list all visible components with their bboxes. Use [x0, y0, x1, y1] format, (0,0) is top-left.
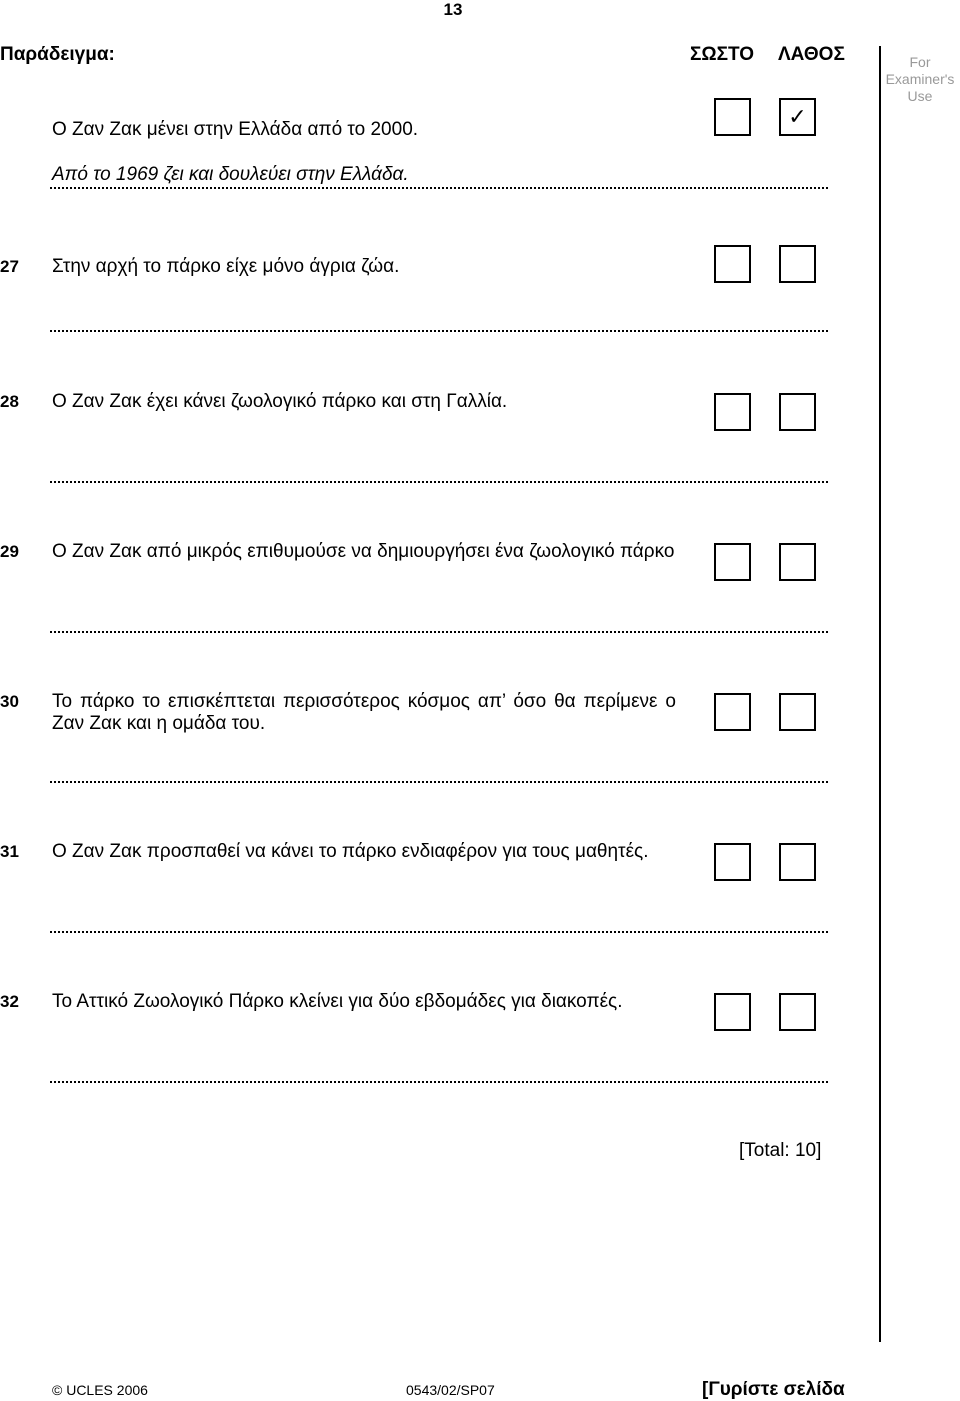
true-checkbox[interactable]	[714, 693, 751, 731]
question-text: Ο Ζαν Ζακ προσπαθεί να κάνει το πάρκο ενδιαφέρον για τους μαθητές.	[52, 841, 649, 862]
true-column-header: ΣΩΣΤΟ	[690, 44, 755, 65]
question-number: 30	[0, 692, 19, 711]
question-number: 31	[0, 842, 19, 861]
answer-line[interactable]	[50, 1081, 828, 1083]
true-checkbox[interactable]	[714, 543, 751, 581]
example-true-box	[714, 98, 751, 136]
examiner-margin-line	[879, 46, 881, 1342]
true-checkbox[interactable]	[714, 393, 751, 431]
false-checkbox[interactable]	[779, 543, 816, 581]
question-number: 29	[0, 542, 19, 561]
examiner-use-line1: For	[909, 54, 931, 70]
false-checkbox[interactable]	[779, 393, 816, 431]
question-number: 32	[0, 992, 19, 1011]
false-column-header: ΛΑΘΟΣ	[778, 44, 845, 65]
false-checkbox[interactable]	[779, 693, 816, 731]
examiner-use-line3: Use	[907, 88, 933, 104]
answer-line[interactable]	[50, 931, 828, 933]
true-checkbox[interactable]	[714, 245, 751, 283]
example-false-box	[779, 98, 816, 136]
example-statement: Ο Ζαν Ζακ μένει στην Ελλάδα από το 2000.	[52, 119, 419, 140]
answer-line[interactable]	[50, 631, 828, 633]
question-text: Στην αρχή το πάρκο είχε μόνο άγρια ζώα.	[52, 256, 400, 277]
examiner-use-line2: Examiner's	[885, 71, 955, 87]
check-icon: ✓	[788, 104, 807, 129]
answer-line[interactable]	[50, 330, 828, 332]
example-answer-line	[50, 187, 828, 189]
question-text: Το πάρκο το επισκέπτεται περισσότερος κόσμος απ’ όσο θα περίμενε ο Ζαν Ζακ και η ομάδα του.	[52, 691, 676, 734]
footer-turn-over: [Γυρίστε σελίδα	[702, 1379, 845, 1400]
page-number: 13	[443, 0, 463, 19]
question-number: 28	[0, 392, 19, 411]
examiner-use-label	[880, 54, 960, 105]
example-heading: Παράδειγμα:	[0, 44, 115, 65]
question-text: Το Αττικό Ζωολογικό Πάρκο κλείνει για δύο εβδομάδες για διακοπές.	[52, 991, 623, 1012]
answer-line[interactable]	[50, 481, 828, 483]
question-text: Ο Ζαν Ζακ από μικρός επιθυμούσε να δημιουργήσει ένα ζωολογικό πάρκο	[52, 541, 675, 562]
false-checkbox[interactable]	[779, 843, 816, 881]
total-marks: [Total: 10]	[739, 1140, 822, 1161]
false-checkbox[interactable]	[779, 245, 816, 283]
false-checkbox[interactable]	[779, 993, 816, 1031]
true-checkbox[interactable]	[714, 993, 751, 1031]
example-answer: Από το 1969 ζει και δουλεύει στην Ελλάδα.	[52, 164, 409, 185]
question-number: 27	[0, 257, 19, 276]
question-text: Ο Ζαν Ζακ έχει κάνει ζωολογικό πάρκο και στη Γαλλία.	[52, 391, 508, 412]
answer-line[interactable]	[50, 781, 828, 783]
footer-paper-code: 0543/02/SP07	[406, 1382, 495, 1398]
true-checkbox[interactable]	[714, 843, 751, 881]
footer-copyright: © UCLES 2006	[52, 1382, 148, 1398]
